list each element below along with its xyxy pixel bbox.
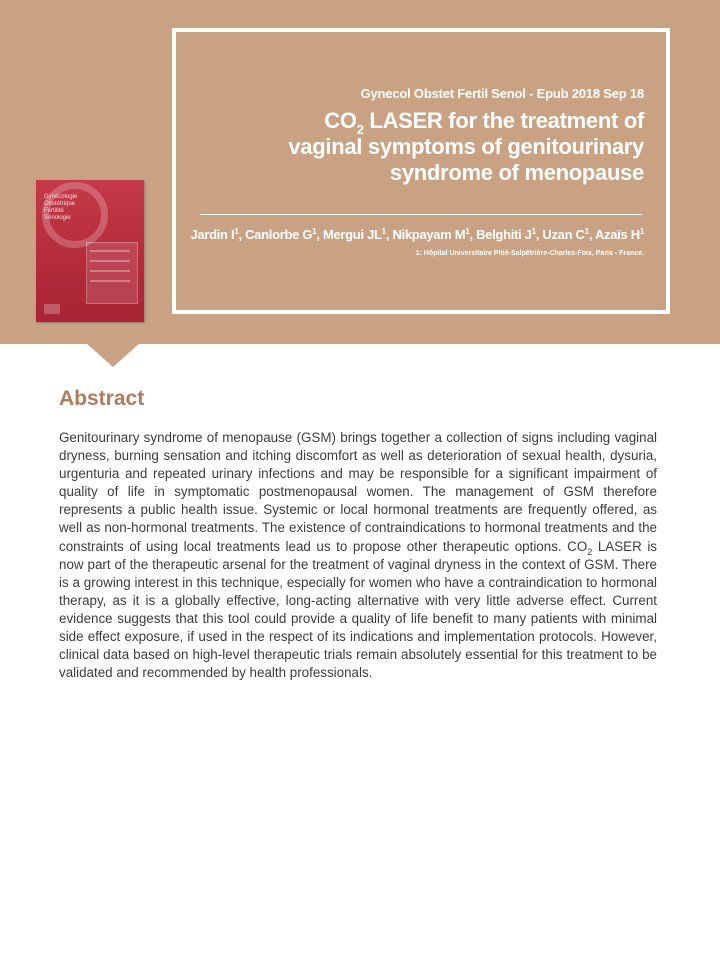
journal-cover-image <box>36 180 144 322</box>
author: Canlorbe $G^1$ <box>245 227 317 242</box>
abstract-text-part-2: LASER is now part of the therapeutic arsenal for the treatment of vaginal dryness in the context of GSM. There is a growing interest in this technique, especially for women who have a contraindication to hormonal therapy, as it is a globally effective, long-acting alternative with very little adverse effect. Current evidence suggests that this tool could provide a quality of life benefit to many patients with minimal side effect exposure, if used in the respect of its indications and implementation protocols. However, clinical data based on high-level therapeutic trials remain absolutely essential for this treatment to be validated and recommended by health professionals. <box>59 538 657 681</box>
cover-title <box>44 194 136 222</box>
cover-line <box>90 280 130 282</box>
journal-reference: Gynecol Obstet Fertil Senol - Epub 2018 Sep 18 <box>360 86 644 101</box>
title-line-3: syndrome of menopause <box>389 160 644 185</box>
author: Mergui $JL^1$ <box>322 227 386 242</box>
title-divider <box>200 214 642 215</box>
cover-title-line: Sénologie <box>44 215 71 221</box>
author: Uzan $C^1$ <box>542 227 589 242</box>
cover-publisher-logo <box>44 304 60 314</box>
cover-title-line: Fertilité <box>44 208 64 214</box>
title-line-2: vaginal symptoms of genitourinary <box>288 134 644 159</box>
cover-title-line: Gynécologie <box>44 194 78 200</box>
title-co: CO <box>324 108 357 133</box>
abstract-subscript: 2 <box>587 546 593 557</box>
author: Nikpayam $M^1$ <box>392 227 470 242</box>
cover-line <box>90 250 130 252</box>
author: Jardin $I^1$ <box>190 227 239 242</box>
affiliation: 1: Hôpital Universitaire Pitié-Salpêtrière-Charles-Foix, Paris - France. <box>415 250 644 257</box>
cover-line <box>90 270 130 272</box>
author-list: Jardin $I^1$, Canlorbe $G^1$, Mergui $JL^1$, Nikpayam $M^1$, Belghiti $J^1$, Uzan $C^1$, Azaïs $H^1$ <box>190 227 644 242</box>
abstract-text-part-1: Genitourinary syndrome of menopause (GSM) brings together a collection of signs including vaginal dryness, burning sensation and itching discomfort as well as deterioration of sexual health, dysuria, urgenturia and repeated urinary infections and may be responsible for a significant impairment of quality of life in symptomatic postmenopausal women. The management of GSM therefore represents a public health issue. Systemic or local hormonal treatments are frequently offered, as well as non-hormonal treatments. The existence of contraindications to hormonal treatments and the constraints of using local treatments lead us to propose other therapeutic options. CO <box>59 430 657 554</box>
cover-line <box>90 260 130 262</box>
banner-pointer <box>86 343 140 367</box>
article-title <box>204 108 644 186</box>
author: Azaïs $H^1$ <box>594 227 644 242</box>
title-line-1-rest: LASER for the treatment of <box>363 108 644 133</box>
author: Belghiti $J^1$ <box>476 227 536 242</box>
cover-title-line: Obstétrique <box>44 201 76 207</box>
title-line-1 <box>204 108 644 137</box>
abstract-heading: Abstract <box>59 387 145 410</box>
title-subscript: 2 <box>356 122 364 137</box>
abstract-text <box>59 429 657 682</box>
